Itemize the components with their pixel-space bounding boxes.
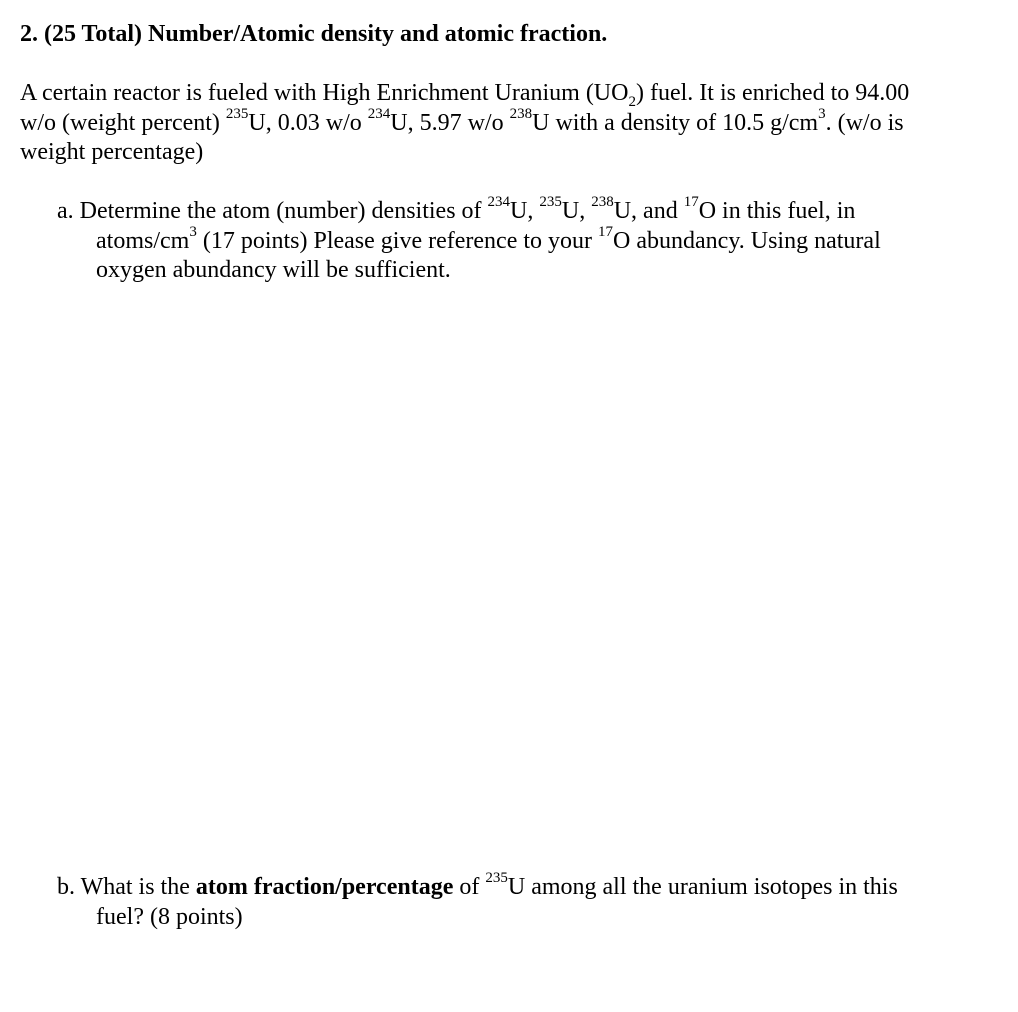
qb-text-1b: of: [453, 874, 486, 900]
intro-line-3: weight percentage): [20, 139, 204, 165]
mass-number-238: 238: [509, 105, 533, 122]
qb-text-1c: U among all the uranium isotopes in this: [507, 874, 898, 900]
intro-text-2c: U, 5.97 w/o: [390, 109, 510, 136]
question-a-line-3: oxygen abundancy will be sufficient.: [96, 257, 451, 283]
qa-text-2c: O abundancy. Using natural: [613, 227, 881, 254]
question-a-line-1: [57, 194, 881, 227]
exponent-3: 3: [818, 105, 826, 122]
qa-text-1e: O in this fuel, in: [698, 198, 856, 224]
intro-text-2a: w/o (weight percent): [20, 109, 226, 136]
intro-line-2: [20, 105, 909, 139]
question-a: [57, 194, 881, 286]
qa-text-1a: a. Determine the atom (number) densities of: [57, 198, 488, 224]
exponent-3: 3: [189, 223, 197, 240]
intro-text-1a: A certain reactor is fueled with High Enrichment Uranium (UO: [20, 80, 629, 106]
mass-number-235: 235: [485, 870, 508, 886]
qa-text-2a: atoms/cm: [96, 227, 190, 254]
question-a-line-2: [57, 223, 881, 257]
problem-intro: [20, 79, 909, 168]
mass-number-17: 17: [683, 194, 699, 210]
qb-emphasis: atom fraction/percentage: [195, 874, 454, 900]
mass-number-235: 235: [539, 194, 562, 210]
question-b: [57, 870, 898, 932]
qa-text-1b: U,: [510, 198, 540, 224]
qa-text-1d: U, and: [613, 198, 684, 224]
mass-number-234: 234: [367, 105, 391, 122]
mass-number-234: 234: [487, 194, 511, 210]
intro-text-2e: . (w/o is: [825, 109, 904, 136]
mass-number-238: 238: [591, 194, 614, 210]
intro-text-2d: U with a density of 10.5 g/cm: [532, 109, 819, 136]
mass-number-17: 17: [598, 223, 614, 240]
intro-text-2b: U, 0.03 w/o: [248, 109, 368, 136]
qa-text-1c: U,: [561, 198, 592, 224]
problem-title: 2. (25 Total) Number/Atomic density and atomic fraction.: [20, 21, 608, 47]
intro-line-1: [20, 79, 909, 109]
qa-text-2b: (17 points) Please give reference to your: [196, 227, 599, 254]
intro-text-1b: ) fuel. It is enriched to 94.00: [635, 80, 910, 106]
question-b-line-2: fuel? (8 points): [96, 903, 243, 930]
qb-text-1a: b. What is the: [57, 874, 196, 900]
mass-number-235: 235: [225, 105, 249, 122]
question-b-line-1: [57, 870, 898, 903]
subscript-2: 2: [628, 93, 636, 110]
